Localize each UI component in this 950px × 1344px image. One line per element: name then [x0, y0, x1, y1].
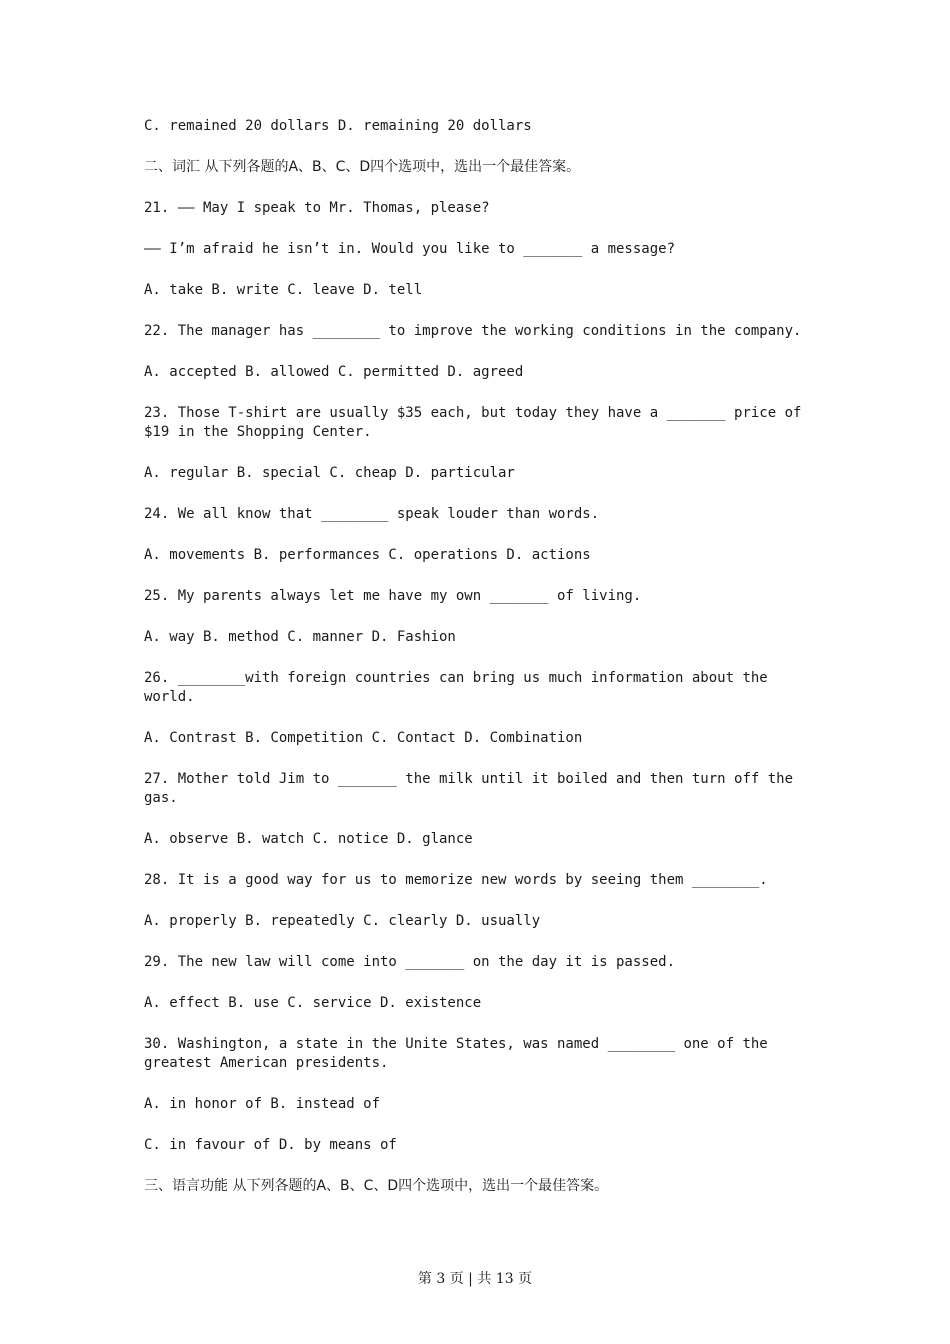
question-26: 26. ________with foreign countries can bring us much information about the world.	[144, 670, 777, 705]
question-27: 27. Mother told Jim to _______ the milk until it boiled and then turn off the gas.	[144, 771, 802, 806]
options-24: A. movements B. performances C. operations D. actions	[144, 547, 591, 563]
options-23: A. regular B. special C. cheap D. particular	[144, 465, 515, 481]
options-22: A. accepted B. allowed C. permitted D. agreed	[144, 364, 524, 380]
options-21: A. take B. write C. leave D. tell	[144, 282, 423, 298]
question-29: 29. The new law will come into _______ on the day it is passed.	[144, 954, 676, 970]
question-21: 21. —— May I speak to Mr. Thomas, please?	[144, 200, 490, 216]
options-30-cd: C. in favour of D. by means of	[144, 1137, 397, 1153]
page-content	[144, 117, 810, 1218]
options-30-ab: A. in honor of B. instead of	[144, 1096, 381, 1112]
section-heading-language-function: 三、语言功能 从下列各题的A、B、C、D四个选项中，选出一个最佳答案。	[144, 1178, 609, 1194]
options-29: A. effect B. use C. service D. existence	[144, 995, 482, 1011]
section-heading-vocabulary: 二、词汇 从下列各题的A、B、C、D四个选项中，选出一个最佳答案。	[144, 159, 581, 175]
question-22: 22. The manager has ________ to improve the working conditions in the company.	[144, 323, 802, 339]
question-21-reply: —— I’m afraid he isn’t in. Would you like to _______ a message?	[144, 241, 676, 257]
options-26: A. Contrast B. Competition C. Contact D. Combination	[144, 730, 583, 746]
question-24: 24. We all know that ________ speak louder than words.	[144, 506, 600, 522]
options-28: A. properly B. repeatedly C. clearly D. usually	[144, 913, 541, 929]
page-footer: 第 3 页 | 共 13 页	[417, 1271, 533, 1287]
question-23: 23. Those T-shirt are usually $35 each, but today they have a _______ price of $19 in the Shopping Center.	[144, 405, 810, 440]
question-25: 25. My parents always let me have my own _______ of living.	[144, 588, 642, 604]
question-30: 30. Washington, a state in the Unite States, was named ________ one of the greatest American presidents.	[144, 1036, 777, 1071]
options-25: A. way B. method C. manner D. Fashion	[144, 629, 456, 645]
question-28: 28. It is a good way for us to memorize new words by seeing them ________.	[144, 872, 768, 888]
options-27: A. observe B. watch C. notice D. glance	[144, 831, 473, 847]
option-line: C. remained 20 dollars D. remaining 20 dollars	[144, 118, 532, 134]
